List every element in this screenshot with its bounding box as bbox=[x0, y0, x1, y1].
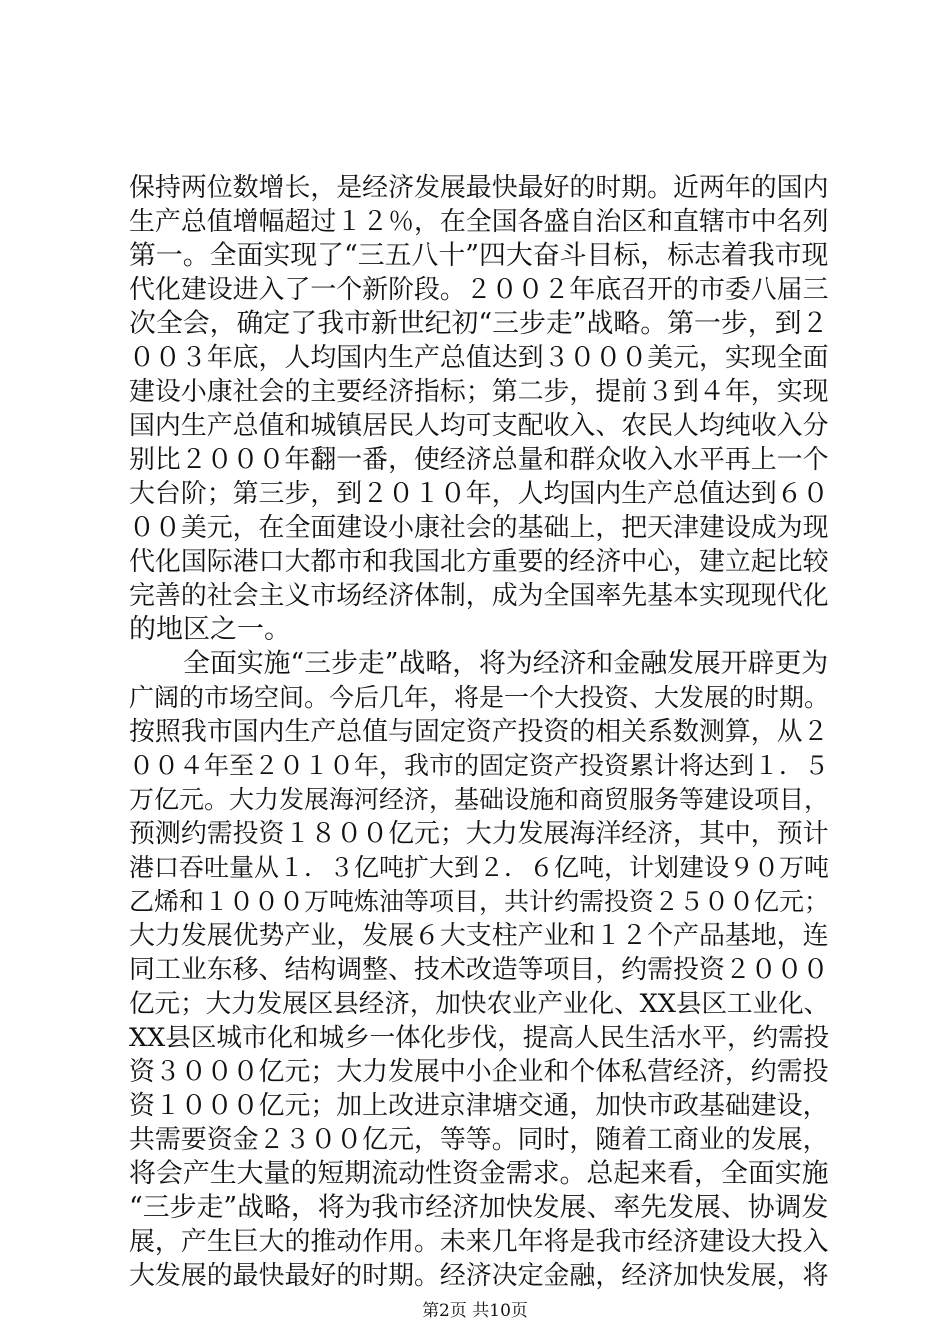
paragraph-2-line: “三步走”战略，将为我市经济加快发展、率先发展、协调发 bbox=[129, 1192, 829, 1223]
paragraph-2-line: ００４年至２０１０年，我市的固定资产投资累计将达到１．５ bbox=[129, 751, 830, 780]
paragraph-2-line: 大力发展优势产业，发展６大支柱产业和１２个产品基地，连 bbox=[129, 921, 829, 951]
paragraph-2-line: 资１０００亿元；加上改进京津塘交通，加快市政基础建设， bbox=[129, 1091, 829, 1121]
paragraph-2-line: 港口吞吐量从１．３亿吨扩大到２．６亿吨，计划建设９０万吨 bbox=[129, 853, 830, 882]
paragraph-2-line: XX县区城市化和城乡一体化步伐，提高人民生活水平，约需投 bbox=[129, 1023, 830, 1053]
paragraph-2-line: 乙烯和１０００万吨炼油等项目，共计约需投资２５００亿元； bbox=[129, 887, 830, 916]
paragraph-1-line: 完善的社会主义市场经济体制，成为全国率先基本实现现代化 bbox=[129, 581, 829, 611]
paragraph-1-line: 别比２０００年翻一番，使经济总量和群众收入水平再上一个 bbox=[129, 445, 829, 475]
paragraph-1-line: 保持两位数增长，是经济发展最快最好的时期。近两年的国内 bbox=[129, 173, 829, 203]
paragraph-2-line: 万亿元。大力发展海河经济，基础设施和商贸服务等建设项目， bbox=[129, 785, 830, 814]
paragraph-1-line: 代化国际港口大都市和我国北方重要的经济中心，建立起比较 bbox=[129, 547, 829, 577]
paragraph-2-line: 大发展的最快最好的时期。经济决定金融，经济加快发展，将 bbox=[129, 1261, 829, 1291]
paragraph-2-line: 预测约需投资１８００亿元；大力发展海洋经济，其中，预计 bbox=[129, 819, 829, 849]
paragraph-1-line: 的地区之一。 bbox=[129, 614, 291, 645]
paragraph-2-line: 展，产生巨大的推动作用。未来几年将是我市经济建设大投入 bbox=[129, 1227, 829, 1257]
paragraph-2-line: 同工业东移、结构调整、技术改造等项目，约需投资２０００ bbox=[129, 955, 829, 985]
paragraph-2-line: 广阔的市场空间。今后几年，将是一个大投资、大发展的时期。 bbox=[129, 683, 830, 712]
paragraph-2-line: 全面实施“三步走”战略，将为经济和金融发展开辟更为 bbox=[183, 648, 829, 679]
paragraph-1-line: 国内生产总值和城镇居民人均可支配收入、农民人均纯收入分 bbox=[129, 411, 829, 441]
paragraph-2-line: 按照我市国内生产总值与固定资产投资的相关系数测算，从２ bbox=[129, 717, 829, 747]
paragraph-1-line: 大台阶；第三步，到２０１０年，人均国内生产总值达到６０ bbox=[129, 479, 829, 509]
paragraph-1-line: 生产总值增幅超过１２％，在全国各盛自治区和直辖市中名列 bbox=[129, 207, 829, 237]
paragraph-1-line: 建设小康社会的主要经济指标；第二步，提前３到４年，实现 bbox=[129, 377, 829, 407]
paragraph-2-line: 资３０００亿元；大力发展中小企业和个体私营经济，约需投 bbox=[129, 1057, 829, 1087]
paragraph-1-line: 次全会，确定了我市新世纪初“三步走”战略。第一步，到２ bbox=[129, 308, 829, 339]
page-number-footer: 第2页 共10页 bbox=[422, 1301, 528, 1321]
paragraph-2-line: 将会产生大量的短期流动性资金需求。总起来看，全面实施 bbox=[129, 1158, 829, 1189]
paragraph-2-line: 共需要资金２３００亿元，等等。同时，随着工商业的发展， bbox=[129, 1125, 829, 1155]
paragraph-1-line: 第一。全面实现了“三五八十”四大奋斗目标，标志着我市现 bbox=[129, 240, 829, 271]
paragraph-1-line: 代化建设进入了一个新阶段。２００２年底召开的市委八届三 bbox=[129, 275, 829, 305]
paragraph-1-line: ００美元，在全面建设小康社会的基础上，把天津建设成为现 bbox=[129, 513, 829, 543]
paragraph-2-line: 亿元；大力发展区县经济，加快农业产业化、XX县区工业化、 bbox=[129, 989, 830, 1019]
paragraph-1-line: ００３年底，人均国内生产总值达到３０００美元，实现全面 bbox=[129, 343, 829, 373]
